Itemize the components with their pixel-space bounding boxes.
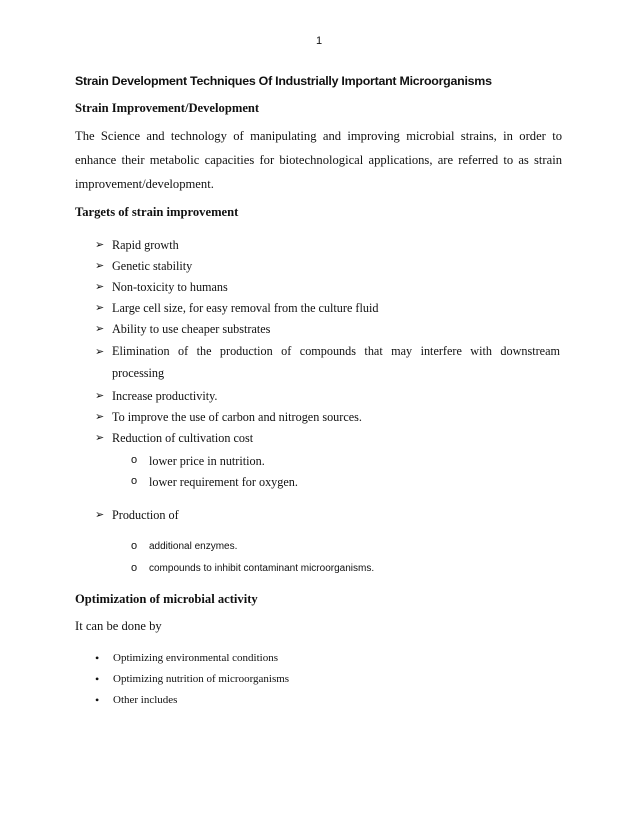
definition-paragraph xyxy=(75,124,562,196)
paragraph-line: enhance their metabolic capacities for biotechnological applications, are referred to as strain xyxy=(75,153,562,167)
list-item-label: Production of xyxy=(112,508,179,522)
arrow-bullet-icon: ➢ xyxy=(95,345,105,358)
list-item-label: Ability to use cheaper substrates xyxy=(112,322,271,336)
paragraph-line: The Science and technology of manipulating and improving microbial strains, in order to xyxy=(75,129,562,143)
arrow-bullet-icon: ➢ xyxy=(95,431,105,444)
arrow-bullet-icon: ➢ xyxy=(95,508,105,521)
arrow-bullet-icon: ➢ xyxy=(95,280,105,293)
arrow-bullet-icon: ➢ xyxy=(95,389,105,402)
document-title: Strain Development Techniques Of Industrially Important Microorganisms xyxy=(75,74,492,88)
arrow-bullet-icon: ➢ xyxy=(95,259,105,272)
bullet-icon: • xyxy=(95,651,100,665)
list-item-label: Rapid growth xyxy=(112,238,179,252)
list-item-label: Reduction of cultivation cost xyxy=(112,431,254,445)
page-number: 1 xyxy=(315,35,323,47)
list-item-label: Optimizing nutrition of microorganisms xyxy=(113,673,290,685)
arrow-bullet-icon: ➢ xyxy=(95,301,105,314)
sub-list-item-label: lower requirement for oxygen. xyxy=(149,475,298,489)
bullet-icon: • xyxy=(95,672,100,686)
bullet-icon: • xyxy=(95,693,100,707)
list-item-line: Elimination of the production of compounds that may interfere with downstream xyxy=(112,344,560,358)
list-item-line: processing xyxy=(112,366,165,380)
sub-list-item-label: compounds to inhibit contaminant microorganisms. xyxy=(149,563,375,574)
list-item-label: Non-toxicity to humans xyxy=(112,280,228,294)
arrow-bullet-icon: ➢ xyxy=(95,238,105,251)
circle-bullet-icon: o xyxy=(131,454,138,466)
circle-bullet-icon: o xyxy=(131,562,138,574)
list-item-label: Other includes xyxy=(113,694,178,706)
arrow-bullet-icon: ➢ xyxy=(95,410,105,423)
section-heading-targets: Targets of strain improvement xyxy=(75,205,239,219)
optimization-intro: It can be done by xyxy=(75,619,162,633)
sub-list-item-label: additional enzymes. xyxy=(149,541,238,552)
sub-list-item-label: lower price in nutrition. xyxy=(149,454,265,468)
section-heading-strain-improvement: Strain Improvement/Development xyxy=(75,101,260,115)
section-heading-optimization: Optimization of microbial activity xyxy=(75,592,258,606)
paragraph-line: improvement/development. xyxy=(75,177,214,191)
list-item-label: Genetic stability xyxy=(112,259,193,273)
circle-bullet-icon: o xyxy=(131,475,138,487)
list-item-label: Increase productivity. xyxy=(112,389,218,403)
list-item-label: Optimizing environmental conditions xyxy=(113,652,278,664)
arrow-bullet-icon: ➢ xyxy=(95,322,105,335)
list-item-label: To improve the use of carbon and nitrogen sources. xyxy=(112,410,362,424)
list-item-label xyxy=(112,340,560,384)
circle-bullet-icon: o xyxy=(131,540,138,552)
list-item-label: Large cell size, for easy removal from the culture fluid xyxy=(112,301,379,315)
